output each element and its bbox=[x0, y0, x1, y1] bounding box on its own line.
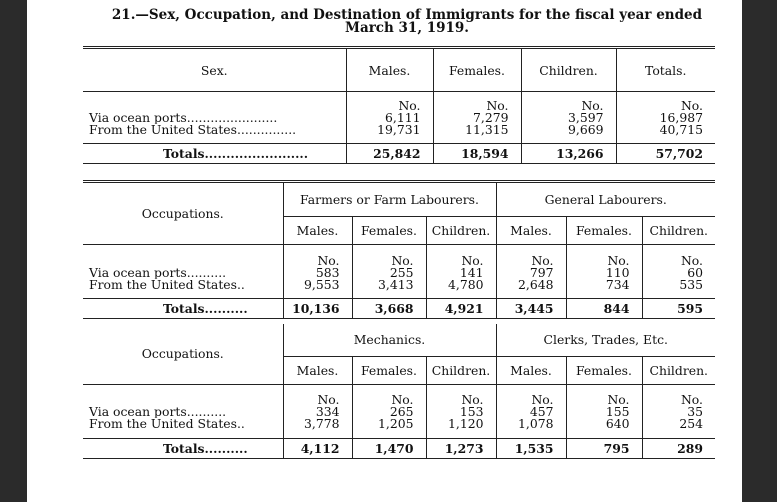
subhead-males: Males. bbox=[496, 217, 566, 245]
occupation-table-2 bbox=[83, 324, 715, 459]
data-cell: 265 bbox=[352, 406, 426, 418]
totals-row bbox=[83, 438, 715, 458]
totals-row bbox=[83, 299, 715, 319]
total-cell: 3,445 bbox=[496, 299, 566, 319]
unit-cell: No. bbox=[283, 384, 352, 406]
data-cell: 797 bbox=[496, 267, 566, 279]
subhead-females: Females. bbox=[352, 356, 426, 384]
data-cell: 19,731 bbox=[346, 124, 433, 144]
data-cell: 535 bbox=[642, 279, 715, 299]
group-header-general-labourers: General Labourers. bbox=[496, 182, 715, 217]
table-row bbox=[83, 279, 715, 299]
data-cell: 1,205 bbox=[352, 418, 426, 438]
data-cell: 2,648 bbox=[496, 279, 566, 299]
total-cell: 4,921 bbox=[426, 299, 496, 319]
data-cell: 457 bbox=[496, 406, 566, 418]
occupations-header: Occupations. bbox=[141, 346, 224, 362]
data-cell: 3,778 bbox=[283, 418, 352, 438]
data-cell: 60 bbox=[642, 267, 715, 279]
data-cell: 1,120 bbox=[426, 418, 496, 438]
data-cell: 155 bbox=[566, 406, 642, 418]
unit-cell: No. bbox=[566, 245, 642, 267]
males-header: Males. bbox=[346, 48, 433, 92]
total-cell: 1,470 bbox=[352, 438, 426, 458]
totals-row bbox=[83, 144, 715, 164]
data-cell: 35 bbox=[642, 406, 715, 418]
totals-header: Totals. bbox=[616, 48, 715, 92]
unit-cell: No. bbox=[433, 92, 521, 112]
data-cell: 11,315 bbox=[433, 124, 521, 144]
data-cell: 16,987 bbox=[616, 112, 715, 124]
data-cell: 9,669 bbox=[521, 124, 616, 144]
unit-cell: No. bbox=[352, 384, 426, 406]
sex-header: Sex. bbox=[200, 62, 228, 78]
total-cell: 57,702 bbox=[616, 144, 715, 164]
data-cell: 583 bbox=[283, 267, 352, 279]
totals-label: Totals........................ bbox=[163, 146, 309, 161]
row-label: From the United States.. bbox=[89, 278, 245, 292]
unit-cell: No. bbox=[566, 384, 642, 406]
subhead-males: Males. bbox=[283, 356, 352, 384]
data-cell: 6,111 bbox=[346, 112, 433, 124]
subhead-children: Children. bbox=[642, 356, 715, 384]
subhead-females: Females. bbox=[352, 217, 426, 245]
subhead-females: Females. bbox=[566, 356, 642, 384]
subhead-children: Children. bbox=[426, 217, 496, 245]
data-cell: 734 bbox=[566, 279, 642, 299]
row-label: Via ocean ports.......... bbox=[89, 406, 227, 418]
total-cell: 25,842 bbox=[346, 144, 433, 164]
data-cell: 1,078 bbox=[496, 418, 566, 438]
unit-cell: No. bbox=[346, 92, 433, 112]
data-cell: 7,279 bbox=[433, 112, 521, 124]
data-cell: 153 bbox=[426, 406, 496, 418]
females-header: Females. bbox=[433, 48, 521, 92]
data-cell: 141 bbox=[426, 267, 496, 279]
group-header-farmers: Farmers or Farm Labourers. bbox=[283, 182, 496, 217]
children-header: Children. bbox=[521, 48, 616, 92]
total-cell: 1,535 bbox=[496, 438, 566, 458]
subhead-children: Children. bbox=[642, 217, 715, 245]
data-cell: 255 bbox=[352, 267, 426, 279]
unit-cell: No. bbox=[521, 92, 616, 112]
data-cell: 4,780 bbox=[426, 279, 496, 299]
unit-cell: No. bbox=[496, 245, 566, 267]
group-header-mechanics: Mechanics. bbox=[283, 324, 496, 356]
row-label: Via ocean ports....................... bbox=[89, 111, 278, 124]
total-cell: 1,273 bbox=[426, 438, 496, 458]
unit-cell: No. bbox=[642, 384, 715, 406]
total-cell: 4,112 bbox=[283, 438, 352, 458]
data-cell: 110 bbox=[566, 267, 642, 279]
table-row bbox=[83, 418, 715, 438]
total-cell: 595 bbox=[642, 299, 715, 319]
data-cell: 3,597 bbox=[521, 112, 616, 124]
occupations-header: Occupations. bbox=[141, 206, 224, 221]
subhead-females: Females. bbox=[566, 217, 642, 245]
title-line-1: 21.—Sex, Occupation, and Destination of Immigrants for the fiscal year ended bbox=[111, 7, 703, 23]
total-cell: 795 bbox=[566, 438, 642, 458]
page-title bbox=[87, 9, 727, 35]
subhead-males: Males. bbox=[283, 217, 352, 245]
totals-label: Totals.......... bbox=[163, 301, 248, 316]
data-cell: 640 bbox=[566, 418, 642, 438]
title-line-2: March 31, 1919. bbox=[345, 20, 469, 36]
row-label: From the United States............... bbox=[89, 123, 297, 137]
data-cell: 254 bbox=[642, 418, 715, 438]
total-cell: 18,594 bbox=[433, 144, 521, 164]
sex-table bbox=[83, 46, 715, 164]
data-cell: 3,413 bbox=[352, 279, 426, 299]
row-label: Via ocean ports.......... bbox=[89, 266, 227, 279]
subhead-children: Children. bbox=[426, 356, 496, 384]
subhead-males: Males. bbox=[496, 356, 566, 384]
data-cell: 9,553 bbox=[283, 279, 352, 299]
unit-cell: No. bbox=[616, 92, 715, 112]
unit-cell: No. bbox=[352, 245, 426, 267]
total-cell: 10,136 bbox=[283, 299, 352, 319]
unit-cell: No. bbox=[283, 245, 352, 267]
data-cell: 334 bbox=[283, 406, 352, 418]
totals-label: Totals.......... bbox=[163, 440, 248, 456]
total-cell: 3,668 bbox=[352, 299, 426, 319]
unit-cell: No. bbox=[642, 245, 715, 267]
total-cell: 844 bbox=[566, 299, 642, 319]
total-cell: 289 bbox=[642, 438, 715, 458]
unit-cell: No. bbox=[496, 384, 566, 406]
data-cell: 40,715 bbox=[616, 124, 715, 144]
document-page bbox=[27, 0, 742, 502]
total-cell: 13,266 bbox=[521, 144, 616, 164]
unit-cell: No. bbox=[426, 245, 496, 267]
row-label: From the United States.. bbox=[89, 418, 245, 431]
unit-cell: No. bbox=[426, 384, 496, 406]
occupation-table-1 bbox=[83, 180, 715, 319]
group-header-clerks: Clerks, Trades, Etc. bbox=[496, 324, 715, 356]
table-row bbox=[83, 124, 715, 144]
